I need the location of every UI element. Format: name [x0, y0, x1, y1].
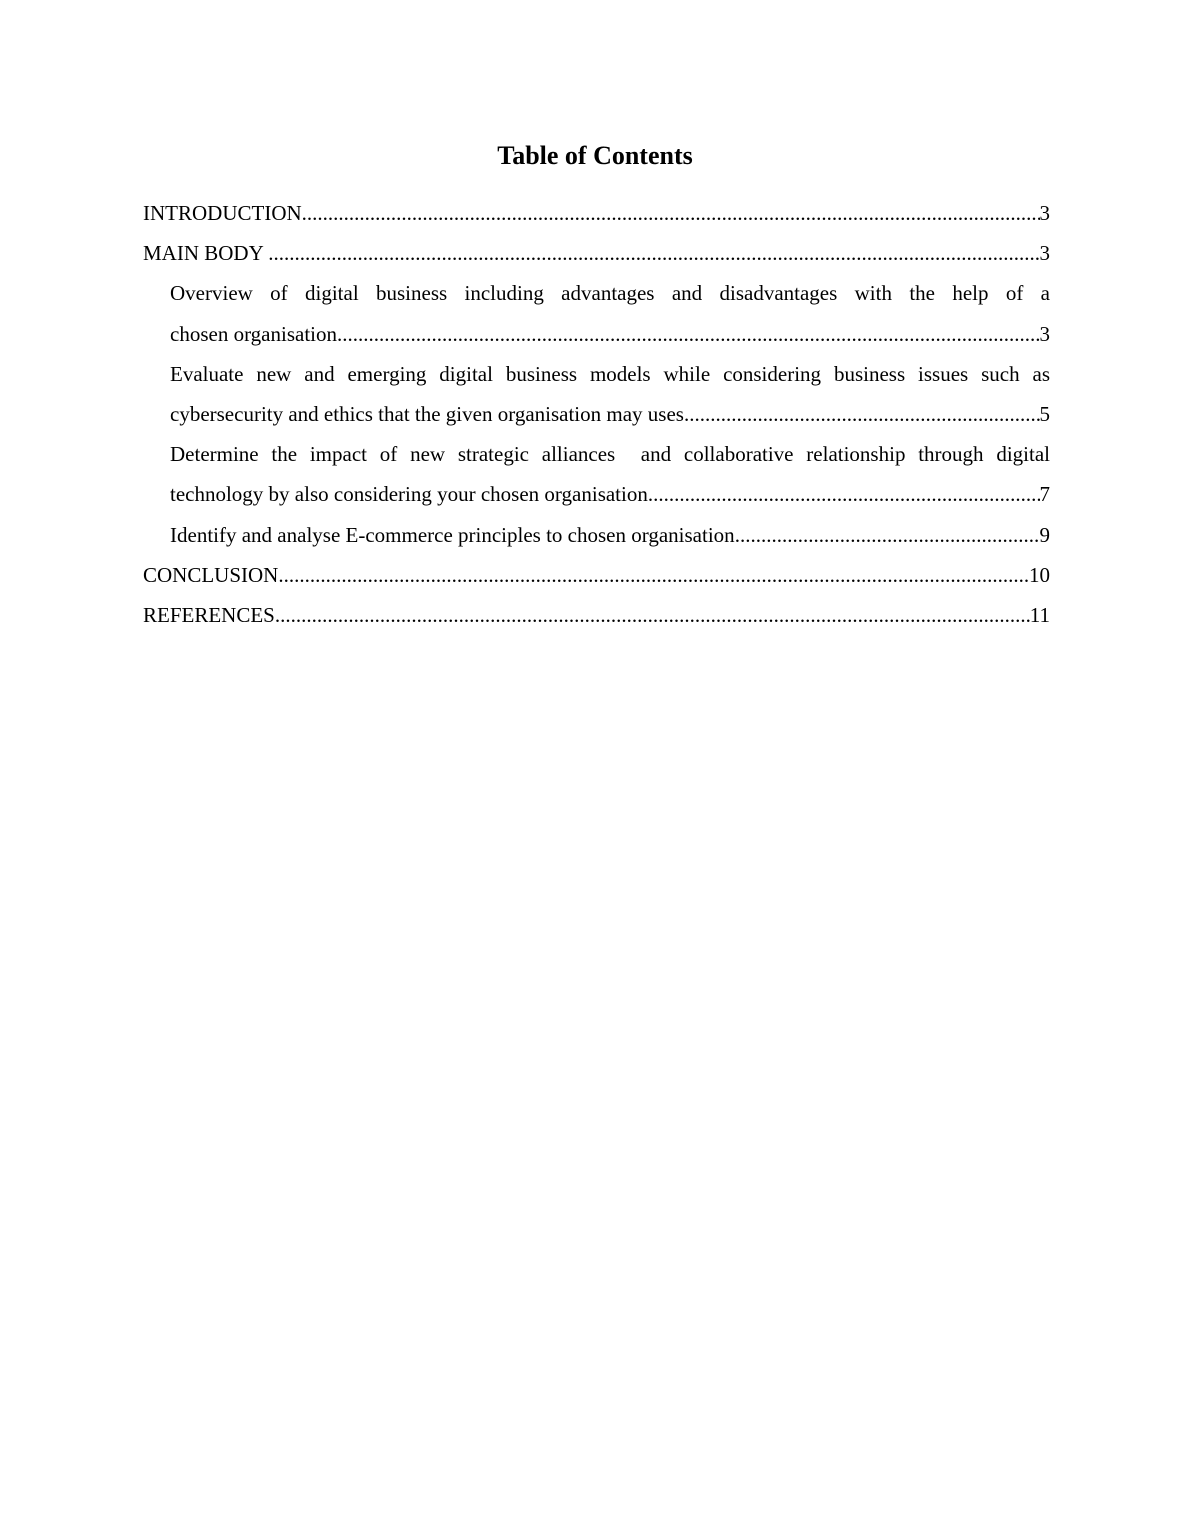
toc-leader-dots: [337, 314, 1040, 354]
toc-entry-label-line: Evaluate new and emerging digital business models while considering business issues such as: [170, 361, 1050, 386]
toc-leader-dots: [268, 233, 1039, 273]
toc-entry-main-body[interactable]: [143, 233, 1050, 273]
toc-entry-label: INTRODUCTION: [143, 201, 302, 225]
toc-entry-conclusion[interactable]: [143, 555, 1050, 595]
toc-entry-label: technology by also considering your chosen organisation: [170, 482, 648, 507]
toc-entry-references[interactable]: [143, 595, 1050, 635]
toc-page-number: 5: [1039, 402, 1050, 427]
toc-page-number: 7: [1039, 482, 1050, 507]
toc-entry-overview-digital-business[interactable]: [143, 273, 1050, 353]
toc-entry-strategic-alliances[interactable]: [143, 434, 1050, 514]
toc-title: Table of Contents: [497, 141, 693, 170]
toc-leader-dots: [648, 474, 1040, 514]
toc-entry-label: Identify and analyse E-commerce principles to chosen organisation: [170, 522, 735, 547]
toc-page-number: 9: [1039, 522, 1050, 547]
toc-entry-label: chosen organisation: [170, 321, 337, 346]
toc-entry-evaluate-business-models[interactable]: [143, 354, 1050, 434]
toc-leader-dots: [684, 394, 1040, 434]
toc-page-number: 3: [1039, 241, 1050, 266]
toc-entry-introduction[interactable]: [143, 193, 1050, 233]
toc-entry-label: CONCLUSION: [143, 562, 279, 587]
toc-entry-label: MAIN BODY: [143, 241, 269, 266]
toc-leader-dots: [302, 193, 1040, 233]
toc-page-number: 11: [1029, 603, 1050, 628]
toc-entry-label-line: Overview of digital business including advantages and disadvantages with the help of a: [170, 281, 1050, 306]
toc-page-number: 3: [1039, 201, 1050, 225]
toc-page-number: 10: [1029, 562, 1050, 587]
toc-entry-label-line: Determine the impact of new strategic alliances and collaborative relationship through digital: [170, 442, 1050, 467]
toc-leader-dots: [735, 515, 1040, 555]
toc-leader-dots: [275, 595, 1030, 635]
toc-leader-dots: [278, 555, 1029, 595]
toc-entry-label: cybersecurity and ethics that the given organisation may uses: [170, 402, 684, 427]
toc-entry-ecommerce-principles[interactable]: [143, 515, 1050, 555]
toc-entry-label: REFERENCES: [143, 603, 275, 628]
toc-page-number: 3: [1039, 321, 1050, 346]
toc-list: [143, 193, 1050, 635]
